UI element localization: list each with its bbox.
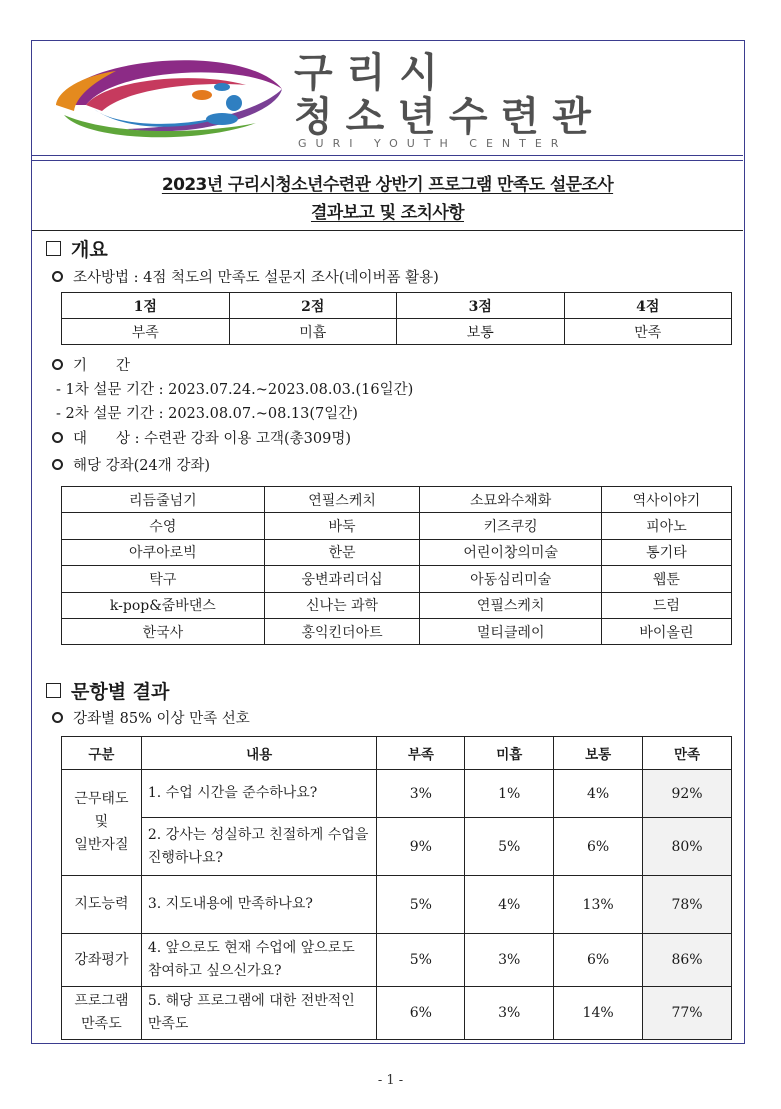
section-overview-title: 개요	[71, 239, 108, 261]
title-line1: 2023년 구리시청소년수련관 상반기 프로그램 만족도 설문조사	[161, 175, 614, 195]
value-cell: 4%	[554, 770, 643, 818]
col-header-lacking: 미흡	[465, 737, 554, 770]
table-row	[62, 987, 732, 1040]
course-cell: 웅변과리더십	[264, 566, 420, 592]
target-line	[52, 427, 351, 448]
logo-name-line1: 구리시	[294, 50, 452, 96]
value-cell: 14%	[554, 987, 643, 1040]
value-cell: 3%	[377, 770, 465, 818]
question-cell: 5. 해당 프로그램에 대한 전반적인 만족도	[141, 987, 377, 1040]
category-label: 및	[94, 814, 109, 830]
course-cell: 아동심리미술	[420, 566, 601, 592]
checkbox-square-icon	[46, 241, 61, 256]
course-cell: 아쿠아로빅	[62, 539, 265, 565]
scale-header-row	[62, 293, 732, 319]
course-cell: k-pop&줌바댄스	[62, 592, 265, 618]
scale-header: 2점	[229, 293, 397, 319]
course-cell: 통기타	[601, 539, 731, 565]
value-cell: 4%	[465, 876, 554, 934]
page-title	[32, 171, 743, 227]
scale-label: 만족	[564, 319, 732, 345]
scale-label: 미흡	[229, 319, 397, 345]
value-cell: 9%	[377, 818, 465, 876]
results-summary-text: 강좌별 85% 이상 만족 선호	[73, 711, 250, 727]
title-line2: 결과보고 및 조치사항	[310, 203, 465, 223]
satisfied-value-cell: 92%	[643, 770, 732, 818]
course-cell: 어린이창의미술	[420, 539, 601, 565]
scale-header: 4점	[564, 293, 732, 319]
question-cell: 1. 수업 시간을 준수하나요?	[141, 770, 377, 818]
value-cell: 3%	[465, 987, 554, 1040]
category-cell: 지도능력	[62, 876, 142, 934]
circle-bullet-icon	[52, 459, 63, 470]
section-results-title: 문항별 결과	[71, 681, 170, 703]
course-cell: 피아노	[601, 513, 731, 539]
question-cell: 3. 지도내용에 만족하나요?	[141, 876, 377, 934]
results-summary-line	[52, 707, 250, 728]
table-row	[62, 934, 732, 987]
value-cell: 6%	[554, 818, 643, 876]
results-header-row	[62, 737, 732, 770]
category-cell	[62, 770, 142, 876]
course-cell: 리듬줄넘기	[62, 487, 265, 513]
scale-header: 1점	[62, 293, 230, 319]
category-label: 프로그램	[74, 993, 129, 1009]
scale-label: 부족	[62, 319, 230, 345]
section-results-heading	[46, 677, 169, 704]
page-frame	[31, 40, 745, 1044]
table-row	[62, 566, 732, 592]
course-cell: 키즈쿠킹	[420, 513, 601, 539]
course-cell: 홍익킨더아트	[264, 618, 420, 644]
header-logo	[32, 41, 743, 154]
checkbox-square-icon	[46, 683, 61, 698]
course-cell: 소묘와수채화	[420, 487, 601, 513]
col-header-insufficient: 부족	[377, 737, 465, 770]
course-cell: 드럼	[601, 592, 731, 618]
value-cell: 3%	[465, 934, 554, 987]
table-row	[62, 513, 732, 539]
question-cell: 4. 앞으로도 현재 수업에 앞으로도 참여하고 싶으신가요?	[141, 934, 377, 987]
title-divider	[32, 230, 743, 231]
category-label: 일반자질	[74, 837, 129, 853]
course-cell: 한국사	[62, 618, 265, 644]
table-row	[62, 818, 732, 876]
scale-label: 보통	[397, 319, 565, 345]
logo-korean-name	[294, 50, 604, 140]
col-header-category: 구분	[62, 737, 142, 770]
course-cell: 수영	[62, 513, 265, 539]
period-label: 기 간	[73, 358, 131, 374]
period-second-line: - 2차 설문 기간 : 2023.08.07.~08.13(7일간)	[56, 406, 358, 422]
value-cell: 5%	[377, 876, 465, 934]
course-cell: 멀티클레이	[420, 618, 601, 644]
category-label: 만족도	[81, 1016, 122, 1032]
col-header-content: 내용	[141, 737, 377, 770]
value-cell: 5%	[377, 934, 465, 987]
value-cell: 5%	[465, 818, 554, 876]
survey-method-text: 조사방법 : 4점 척도의 만족도 설문지 조사(네이버폼 활용)	[73, 270, 439, 286]
value-cell: 6%	[554, 934, 643, 987]
header-divider	[32, 155, 743, 161]
circle-bullet-icon	[52, 432, 63, 443]
category-cell	[62, 987, 142, 1040]
course-cell: 연필스케치	[264, 487, 420, 513]
logo-name-line2: 청소년수련관	[294, 94, 604, 140]
table-row	[62, 592, 732, 618]
course-cell: 한문	[264, 539, 420, 565]
course-cell: 바이올린	[601, 618, 731, 644]
courses-label: 해당 강좌(24개 강좌)	[73, 458, 211, 474]
value-cell: 13%	[554, 876, 643, 934]
category-cell: 강좌평가	[62, 934, 142, 987]
logo-english-name: GURI YOUTH CENTER	[298, 137, 568, 150]
table-row	[62, 618, 732, 644]
satisfied-value-cell: 86%	[643, 934, 732, 987]
category-label: 근무태도	[74, 791, 129, 807]
course-cell: 신나는 과학	[264, 592, 420, 618]
table-row	[62, 539, 732, 565]
section-overview-heading	[46, 235, 108, 262]
circle-bullet-icon	[52, 359, 63, 370]
table-row	[62, 487, 732, 513]
survey-method-line	[52, 266, 439, 287]
results-table	[61, 736, 732, 1040]
satisfied-value-cell: 78%	[643, 876, 732, 934]
satisfied-value-cell: 77%	[643, 987, 732, 1040]
youth-center-logo-icon	[46, 49, 296, 141]
scale-table	[61, 292, 732, 345]
table-row	[62, 770, 732, 818]
period-first-line: - 1차 설문 기간 : 2023.07.24.~2023.08.03.(16일간)	[56, 382, 414, 398]
course-cell: 바둑	[264, 513, 420, 539]
col-header-satisfied: 만족	[643, 737, 732, 770]
col-header-average: 보통	[554, 737, 643, 770]
course-cell: 역사이야기	[601, 487, 731, 513]
circle-bullet-icon	[52, 712, 63, 723]
course-cell: 웹툰	[601, 566, 731, 592]
scale-header: 3점	[397, 293, 565, 319]
courses-label-line	[52, 454, 210, 475]
satisfied-value-cell: 80%	[643, 818, 732, 876]
course-cell: 연필스케치	[420, 592, 601, 618]
course-cell: 탁구	[62, 566, 265, 592]
value-cell: 1%	[465, 770, 554, 818]
target-text: 대 상 : 수련관 강좌 이용 고객(총309명)	[73, 431, 352, 447]
courses-table	[61, 486, 732, 645]
table-row	[62, 876, 732, 934]
value-cell: 6%	[377, 987, 465, 1040]
scale-label-row	[62, 319, 732, 345]
page-number: - 1 -	[377, 1073, 404, 1088]
period-label-line	[52, 354, 130, 375]
question-cell: 2. 강사는 성실하고 친절하게 수업을 진행하나요?	[141, 818, 377, 876]
circle-bullet-icon	[52, 271, 63, 282]
